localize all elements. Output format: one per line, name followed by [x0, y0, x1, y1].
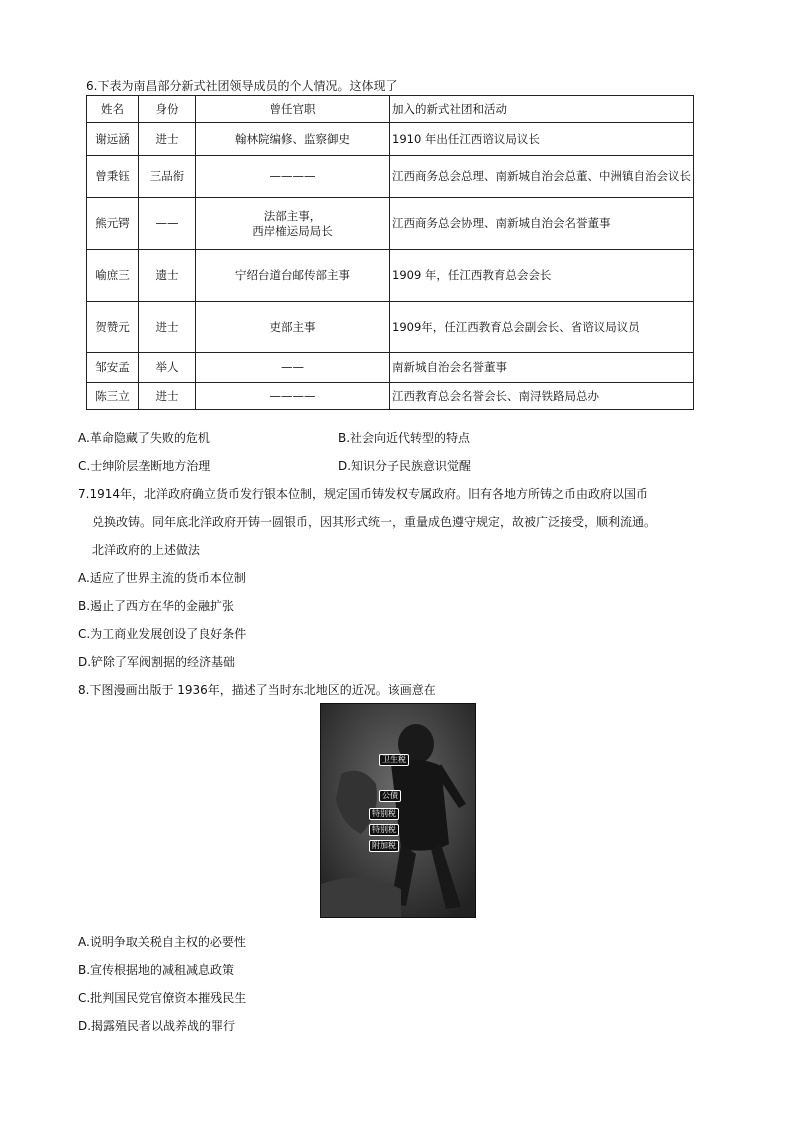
table-row [87, 156, 694, 198]
table-row [87, 123, 694, 156]
cell-office: 法部主事， 西岸榷运局局长 [196, 198, 390, 250]
q6-option-c: C.士绅阶层垄断地方治理 [78, 459, 211, 473]
header-office: 曾任官职 [196, 96, 390, 123]
q7-option-c: C.为工商业发展创设了良好条件 [78, 627, 247, 641]
q6-table [86, 95, 694, 410]
q8-option-a: A.说明争取关税自主权的必要性 [78, 935, 246, 949]
q6-option-b: B.社会向近代转型的特点 [338, 431, 471, 445]
cell-societies: 1909 年，任江西教育总会会长 [390, 250, 694, 302]
cell-name: 谢远涵 [87, 123, 139, 156]
cell-societies: 江西商务总会协理、南新城自治会名誉董事 [390, 198, 694, 250]
cell-office: 宁绍台道台邮传部主事 [196, 250, 390, 302]
q8-option-b: B.宣传根据地的减租减息政策 [78, 963, 235, 977]
cell-name: 贺赞元 [87, 302, 139, 353]
cell-name: 喻庶三 [87, 250, 139, 302]
q7-option-a: A.适应了世界主流的货币本位制 [78, 571, 246, 585]
q6-option-d: D.知识分子民族意识觉醒 [338, 459, 472, 473]
q8-stem: 8.下图漫画出版于 1936年，描述了当时东北地区的近况。该画意在 [78, 683, 436, 697]
cell-office: ———— [196, 156, 390, 198]
cell-identity: 进士 [139, 302, 196, 353]
cell-identity: —— [139, 198, 196, 250]
table-row [87, 250, 694, 302]
cell-identity: 举人 [139, 353, 196, 383]
tax-cartoon-image [320, 703, 476, 918]
cell-office: —— [196, 353, 390, 383]
cell-office: ———— [196, 383, 390, 410]
cell-identity: 进士 [139, 123, 196, 156]
table-row [87, 383, 694, 410]
cell-societies: 1909年，任江西教育总会副会长、省谘议局议员 [390, 302, 694, 353]
cartoon-label-bonds: 公债 [379, 790, 401, 802]
cartoon-label-hygiene-tax: 卫生税 [379, 754, 409, 766]
q7-line-3: 北洋政府的上述做法 [92, 543, 201, 557]
q8-option-d: D.揭露殖民者以战养战的罪行 [78, 1019, 236, 1033]
cell-societies: 1910 年出任江西谘议局议长 [390, 123, 694, 156]
cell-office: 翰林院编修、监察御史 [196, 123, 390, 156]
cell-name: 邹安孟 [87, 353, 139, 383]
table-row [87, 353, 694, 383]
table-row [87, 198, 694, 250]
header-name: 姓名 [87, 96, 139, 123]
q6-stem: 6.下表为南昌部分新式社团领导成员的个人情况。这体现了 [86, 79, 398, 93]
cell-office: 吏部主事 [196, 302, 390, 353]
cell-name: 陈三立 [87, 383, 139, 410]
table-header-row [87, 96, 694, 123]
cell-societies: 江西商务总会总理、南新城自治会总董、中洲镇自治会议长 [390, 156, 694, 198]
cell-societies: 江西教育总会名誉会长、南浔铁路局总办 [390, 383, 694, 410]
cell-name: 曾秉钰 [87, 156, 139, 198]
q7-line-1: 7.1914年，北洋政府确立货币发行银本位制，规定国币铸发权专属政府。旧有各地方所铸之币由政府以国币 [78, 487, 648, 501]
q8-option-c: C.批判国民党官僚资本摧残民生 [78, 991, 247, 1005]
q7-option-b: B.遏止了西方在华的金融扩张 [78, 599, 235, 613]
cartoon-label-special-tax-2: 特别税 [369, 824, 399, 836]
table-row [87, 302, 694, 353]
header-identity: 身份 [139, 96, 196, 123]
cartoon-label-special-tax-1: 特别税 [369, 808, 399, 820]
cell-societies: 南新城自治会名誉董事 [390, 353, 694, 383]
cell-identity: 三品衔 [139, 156, 196, 198]
q7-line-2: 兑换改铸。同年底北洋政府开铸一圆银币，因其形式统一，重量成色遵守规定，故被广泛接受，顺利流通。 [92, 515, 657, 529]
cartoon-label-surcharge-tax: 附加税 [369, 840, 399, 852]
header-societies: 加入的新式社团和活动 [390, 96, 694, 123]
cell-identity: 进士 [139, 383, 196, 410]
cell-identity: 遗士 [139, 250, 196, 302]
q7-option-d: D.铲除了军阀割据的经济基础 [78, 655, 236, 669]
cell-name: 熊元锷 [87, 198, 139, 250]
q6-option-a: A.革命隐藏了失败的危机 [78, 431, 210, 445]
